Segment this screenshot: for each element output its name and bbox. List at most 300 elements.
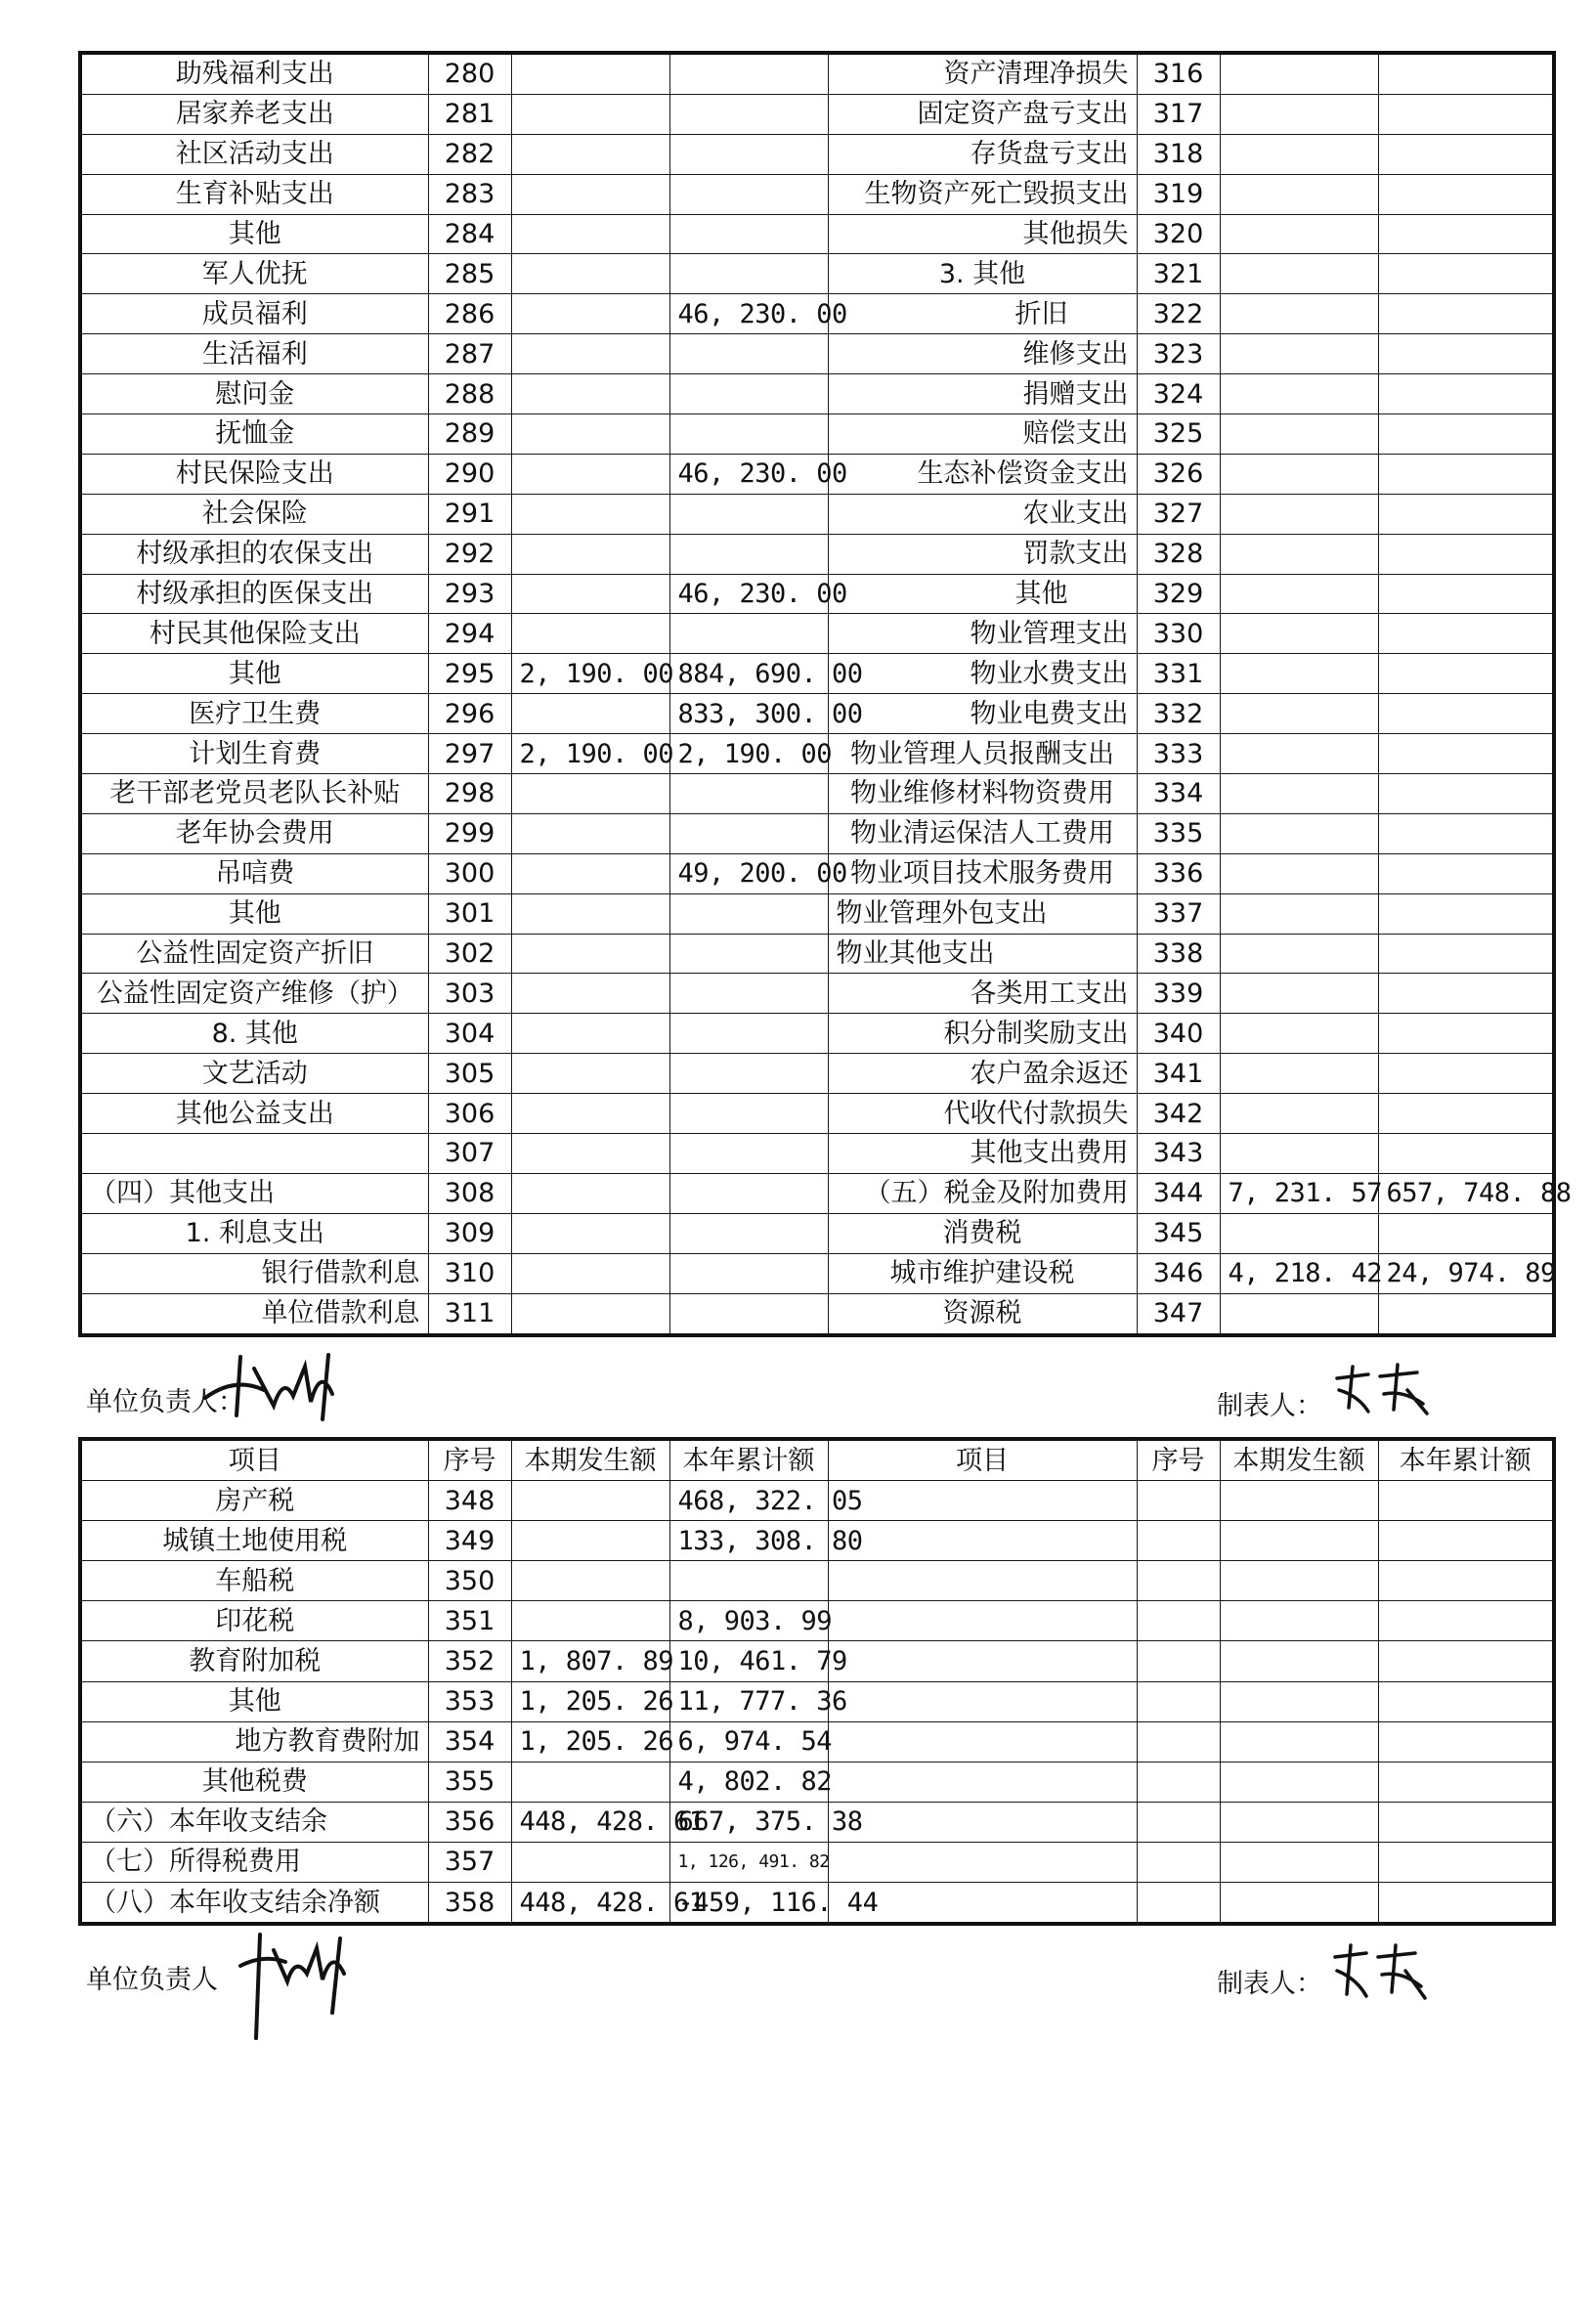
current-amount [511, 334, 669, 374]
item-label-2 [828, 1721, 1137, 1762]
header-current: 本期发生额 [511, 1439, 669, 1481]
ytd-amount-2 [1378, 454, 1554, 494]
table-row [80, 774, 1554, 814]
item-label-2 [828, 1561, 1137, 1601]
item-label-2: 生物资产死亡毁损支出 [828, 174, 1137, 214]
item-label-2: 物业水费支出 [828, 654, 1137, 694]
item-label: 老干部老党员老队长补贴 [80, 774, 428, 814]
table-row [80, 574, 1554, 614]
ytd-amount: 46, 230. 00 [669, 454, 828, 494]
item-label: 文艺活动 [80, 1054, 428, 1094]
ytd-amount [669, 214, 828, 254]
seq-number: 354 [428, 1721, 511, 1762]
ytd-amount-2 [1378, 1094, 1554, 1134]
seq-number: 304 [428, 1014, 511, 1054]
current-amount-2 [1220, 174, 1378, 214]
current-amount [511, 1054, 669, 1094]
current-amount [511, 254, 669, 294]
current-amount [511, 1094, 669, 1134]
item-label-2: 各类用工支出 [828, 974, 1137, 1014]
item-label: 单位借款利息 [80, 1293, 428, 1334]
table-row [80, 53, 1554, 94]
current-amount-2 [1220, 574, 1378, 614]
ytd-amount: 833, 300. 00 [669, 694, 828, 734]
item-label: 计划生育费 [80, 734, 428, 774]
table-row [80, 374, 1554, 414]
current-amount [511, 214, 669, 254]
ytd-amount [669, 1561, 828, 1601]
seq-number: 303 [428, 974, 511, 1014]
current-amount-2 [1220, 53, 1378, 94]
item-label-2: 生态补偿资金支出 [828, 454, 1137, 494]
current-amount [511, 893, 669, 934]
ytd-amount-2 [1378, 853, 1554, 893]
ytd-amount: 468, 322. 05 [669, 1481, 828, 1521]
seq-number-2: 321 [1137, 254, 1220, 294]
current-amount-2 [1220, 374, 1378, 414]
seq-number-2: 336 [1137, 853, 1220, 893]
current-amount-2 [1220, 774, 1378, 814]
table-row [80, 534, 1554, 574]
item-label: 教育附加税 [80, 1641, 428, 1681]
current-amount-2 [1220, 94, 1378, 134]
table-row [80, 494, 1554, 534]
table-row [80, 214, 1554, 254]
seq-number-2: 347 [1137, 1293, 1220, 1334]
current-amount [511, 574, 669, 614]
table-row [80, 1842, 1554, 1882]
current-amount [511, 1014, 669, 1054]
item-label-2 [828, 1802, 1137, 1842]
item-label-2: 资源税 [828, 1293, 1137, 1334]
seq-number-2: 326 [1137, 454, 1220, 494]
item-label: 房产税 [80, 1481, 428, 1521]
current-amount-2 [1220, 1601, 1378, 1641]
seq-number-2 [1137, 1561, 1220, 1601]
tax-table-bottom [78, 1437, 1556, 1926]
ytd-amount-2 [1378, 214, 1554, 254]
item-label: 社会保险 [80, 494, 428, 534]
current-amount-2 [1220, 1561, 1378, 1601]
seq-number: 282 [428, 134, 511, 174]
seq-number-2: 317 [1137, 94, 1220, 134]
item-label: 抚恤金 [80, 414, 428, 455]
unit-head-label-2: 单位负责人 [86, 1965, 218, 1995]
item-label: 助残福利支出 [80, 53, 428, 94]
item-label-2: 积分制奖励支出 [828, 1014, 1137, 1054]
current-amount-2 [1220, 1213, 1378, 1253]
item-label: 车船税 [80, 1561, 428, 1601]
seq-number: 305 [428, 1054, 511, 1094]
item-label-2: 物业管理支出 [828, 614, 1137, 654]
table-row [80, 1601, 1554, 1641]
preparer-signature [1329, 1361, 1437, 1419]
ytd-amount: 10, 461. 79 [669, 1641, 828, 1681]
expense-table-top [78, 51, 1572, 1337]
seq-number: 358 [428, 1883, 511, 1925]
ytd-amount: 46, 230. 00 [669, 574, 828, 614]
ytd-amount-2 [1378, 1054, 1554, 1094]
item-label-2: 固定资产盘亏支出 [828, 94, 1137, 134]
current-amount [511, 1213, 669, 1253]
current-amount [511, 614, 669, 654]
seq-number-2: 340 [1137, 1014, 1220, 1054]
current-amount [511, 813, 669, 853]
item-label: 公益性固定资产折旧 [80, 934, 428, 974]
seq-number-2: 341 [1137, 1054, 1220, 1094]
current-amount [511, 414, 669, 455]
item-label: （七）所得税费用 [80, 1842, 428, 1882]
ytd-amount [669, 1253, 828, 1293]
current-amount-2 [1220, 334, 1378, 374]
ytd-amount-2 [1378, 494, 1554, 534]
ytd-amount-2 [1378, 94, 1554, 134]
ytd-amount-2 [1378, 1134, 1554, 1174]
item-label-2: 物业其他支出 [828, 934, 1137, 974]
current-amount-2 [1220, 853, 1378, 893]
ytd-amount [669, 974, 828, 1014]
table-row [80, 1641, 1554, 1681]
seq-number-2: 335 [1137, 813, 1220, 853]
current-amount [511, 1481, 669, 1521]
current-amount [511, 1561, 669, 1601]
seq-number: 299 [428, 813, 511, 853]
item-label-2: 代收代付款损失 [828, 1094, 1137, 1134]
ytd-amount [669, 934, 828, 974]
ytd-amount-2 [1378, 1521, 1554, 1561]
seq-number-2 [1137, 1601, 1220, 1641]
item-label: 其他 [80, 214, 428, 254]
seq-number-2: 346 [1137, 1253, 1220, 1293]
header-seq-2: 序号 [1137, 1439, 1220, 1481]
table-row [80, 1521, 1554, 1561]
seq-number-2: 334 [1137, 774, 1220, 814]
seq-number: 287 [428, 334, 511, 374]
header-ytd: 本年累计额 [669, 1439, 828, 1481]
ytd-amount [669, 1293, 828, 1334]
header-item: 项目 [80, 1439, 428, 1481]
item-label-2: 捐赠支出 [828, 374, 1137, 414]
current-amount-2 [1220, 654, 1378, 694]
seq-number-2: 343 [1137, 1134, 1220, 1174]
preparer-label-2: 制表人： [1217, 1969, 1322, 1999]
current-amount [511, 774, 669, 814]
current-amount-2 [1220, 734, 1378, 774]
seq-number: 291 [428, 494, 511, 534]
header-seq: 序号 [428, 1439, 511, 1481]
table-row [80, 1762, 1554, 1802]
seq-number: 294 [428, 614, 511, 654]
current-amount: 1, 807. 89 [511, 1641, 669, 1681]
item-label-2: 3. 其他 [828, 254, 1137, 294]
unit-head-signature [195, 1347, 371, 1425]
item-label-2 [828, 1681, 1137, 1721]
current-amount [511, 1762, 669, 1802]
ytd-amount [669, 1134, 828, 1174]
current-amount-2 [1220, 614, 1378, 654]
current-amount-2 [1220, 1802, 1378, 1842]
current-amount-2 [1220, 934, 1378, 974]
item-label-2: 其他 [828, 574, 1137, 614]
seq-number: 357 [428, 1842, 511, 1882]
ytd-amount [669, 1094, 828, 1134]
current-amount [511, 1601, 669, 1641]
table-row [80, 94, 1554, 134]
current-amount [511, 1253, 669, 1293]
item-label-2 [828, 1601, 1137, 1641]
current-amount [511, 934, 669, 974]
seq-number-2: 318 [1137, 134, 1220, 174]
seq-number: 300 [428, 853, 511, 893]
ytd-amount-2 [1378, 1641, 1554, 1681]
item-label-2: 物业维修材料物资费用 [828, 774, 1137, 814]
item-label-2: 农户盈余返还 [828, 1054, 1137, 1094]
ytd-amount-2 [1378, 893, 1554, 934]
ytd-amount-2 [1378, 1842, 1554, 1882]
table-row [80, 1014, 1554, 1054]
current-amount [511, 294, 669, 334]
table-row [80, 1721, 1554, 1762]
ytd-amount-2 [1378, 654, 1554, 694]
ytd-amount [669, 813, 828, 853]
table-row [80, 1094, 1554, 1134]
ytd-amount-2 [1378, 1014, 1554, 1054]
seq-number: 296 [428, 694, 511, 734]
current-amount-2 [1220, 974, 1378, 1014]
table-row [80, 1134, 1554, 1174]
preparer-signature-2 [1327, 1939, 1435, 2008]
seq-number: 350 [428, 1561, 511, 1601]
current-amount: 2, 190. 00 [511, 654, 669, 694]
seq-number-2: 316 [1137, 53, 1220, 94]
seq-number-2 [1137, 1721, 1220, 1762]
item-label: （八）本年收支结余净额 [80, 1883, 428, 1925]
ytd-amount: 2, 190. 00 [669, 734, 828, 774]
ytd-amount-2 [1378, 694, 1554, 734]
ytd-amount-2 [1378, 1883, 1554, 1925]
seq-number-2: 322 [1137, 294, 1220, 334]
ytd-amount [669, 1054, 828, 1094]
current-amount-2 [1220, 134, 1378, 174]
item-label: 村民保险支出 [80, 454, 428, 494]
seq-number: 292 [428, 534, 511, 574]
seq-number: 280 [428, 53, 511, 94]
ytd-amount-2 [1378, 934, 1554, 974]
ytd-amount: -459, 116. 44 [669, 1883, 828, 1925]
item-label-2: 存货盘亏支出 [828, 134, 1137, 174]
ytd-amount: 884, 690. 00 [669, 654, 828, 694]
seq-number-2 [1137, 1681, 1220, 1721]
seq-number: 310 [428, 1253, 511, 1293]
ytd-amount-2 [1378, 1802, 1554, 1842]
current-amount-2: 7, 231. 57 [1220, 1173, 1378, 1213]
ytd-amount: 6, 974. 54 [669, 1721, 828, 1762]
seq-number: 295 [428, 654, 511, 694]
ytd-amount-2 [1378, 1213, 1554, 1253]
current-amount-2 [1220, 1094, 1378, 1134]
item-label: 其他 [80, 654, 428, 694]
item-label-2: 城市维护建设税 [828, 1253, 1137, 1293]
ytd-amount-2 [1378, 774, 1554, 814]
seq-number: 311 [428, 1293, 511, 1334]
current-amount [511, 1173, 669, 1213]
ytd-amount-2 [1378, 1721, 1554, 1762]
table-row [80, 174, 1554, 214]
item-label: 银行借款利息 [80, 1253, 428, 1293]
ytd-amount-2 [1378, 1601, 1554, 1641]
current-amount-2 [1220, 214, 1378, 254]
ytd-amount [669, 94, 828, 134]
seq-number: 302 [428, 934, 511, 974]
current-amount-2 [1220, 294, 1378, 334]
ytd-amount [669, 254, 828, 294]
unit-head-label: 单位负责人： [86, 1387, 244, 1417]
seq-number: 290 [428, 454, 511, 494]
ytd-amount-2 [1378, 534, 1554, 574]
table-header-row [80, 1439, 1554, 1481]
ytd-amount-2 [1378, 1681, 1554, 1721]
table-row [80, 254, 1554, 294]
item-label: 8. 其他 [80, 1014, 428, 1054]
item-label-2: 物业管理外包支出 [828, 893, 1137, 934]
item-label: 印花税 [80, 1601, 428, 1641]
ytd-amount-2 [1378, 1762, 1554, 1802]
item-label-2 [828, 1641, 1137, 1681]
item-label: 城镇土地使用税 [80, 1521, 428, 1561]
item-label: 慰问金 [80, 374, 428, 414]
current-amount [511, 1521, 669, 1561]
ytd-amount [669, 1213, 828, 1253]
item-label: 村民其他保险支出 [80, 614, 428, 654]
ytd-amount [669, 414, 828, 455]
current-amount-2 [1220, 454, 1378, 494]
ytd-amount [669, 53, 828, 94]
seq-number-2: 323 [1137, 334, 1220, 374]
seq-number: 349 [428, 1521, 511, 1561]
table-row [80, 694, 1554, 734]
seq-number: 301 [428, 893, 511, 934]
item-label: 吊唁费 [80, 853, 428, 893]
item-label: 医疗卫生费 [80, 694, 428, 734]
table-row [80, 734, 1554, 774]
preparer-label: 制表人： [1217, 1391, 1322, 1421]
current-amount-2 [1220, 1681, 1378, 1721]
item-label-2: （五）税金及附加费用 [828, 1173, 1137, 1213]
seq-number-2: 329 [1137, 574, 1220, 614]
seq-number: 285 [428, 254, 511, 294]
ytd-amount [669, 1014, 828, 1054]
seq-number-2: 320 [1137, 214, 1220, 254]
item-label: 成员福利 [80, 294, 428, 334]
seq-number: 293 [428, 574, 511, 614]
current-amount: 1, 205. 26 [511, 1681, 669, 1721]
seq-number-2: 332 [1137, 694, 1220, 734]
ytd-amount: 46, 230. 00 [669, 294, 828, 334]
item-label: 地方教育费附加 [80, 1721, 428, 1762]
current-amount [511, 974, 669, 1014]
current-amount-2 [1220, 1762, 1378, 1802]
item-label-2: 物业电费支出 [828, 694, 1137, 734]
current-amount-2 [1220, 534, 1378, 574]
ytd-amount: 11, 777. 36 [669, 1681, 828, 1721]
seq-number: 348 [428, 1481, 511, 1521]
table-row [80, 1481, 1554, 1521]
item-label: 公益性固定资产维修（护） [80, 974, 428, 1014]
seq-number: 283 [428, 174, 511, 214]
ytd-amount-2 [1378, 1481, 1554, 1521]
current-amount [511, 174, 669, 214]
item-label-2: 罚款支出 [828, 534, 1137, 574]
table-row [80, 654, 1554, 694]
current-amount-2 [1220, 414, 1378, 455]
seq-number-2: 337 [1137, 893, 1220, 934]
header-item-2: 项目 [828, 1439, 1137, 1481]
ytd-amount: 133, 308. 80 [669, 1521, 828, 1561]
seq-number-2: 333 [1137, 734, 1220, 774]
current-amount: 448, 428. 61 [511, 1802, 669, 1842]
seq-number-2 [1137, 1802, 1220, 1842]
header-ytd-2: 本年累计额 [1378, 1439, 1554, 1481]
item-label-2: 资产清理净损失 [828, 53, 1137, 94]
current-amount-2 [1220, 494, 1378, 534]
current-amount [511, 694, 669, 734]
seq-number-2: 344 [1137, 1173, 1220, 1213]
current-amount-2 [1220, 1481, 1378, 1521]
ytd-amount: 49, 200. 00 [669, 853, 828, 893]
item-label-2: 其他支出费用 [828, 1134, 1137, 1174]
ytd-amount [669, 614, 828, 654]
ytd-amount-2 [1378, 134, 1554, 174]
item-label: 其他公益支出 [80, 1094, 428, 1134]
item-label: （四）其他支出 [80, 1173, 428, 1213]
table-row [80, 1802, 1554, 1842]
ytd-amount-2 [1378, 614, 1554, 654]
item-label: 其他 [80, 893, 428, 934]
seq-number: 284 [428, 214, 511, 254]
current-amount [511, 53, 669, 94]
current-amount: 1, 205. 26 [511, 1721, 669, 1762]
table-row [80, 454, 1554, 494]
seq-number-2 [1137, 1641, 1220, 1681]
item-label: 军人优抚 [80, 254, 428, 294]
seq-number-2: 331 [1137, 654, 1220, 694]
current-amount [511, 534, 669, 574]
seq-number-2 [1137, 1481, 1220, 1521]
item-label: 社区活动支出 [80, 134, 428, 174]
item-label: 居家养老支出 [80, 94, 428, 134]
item-label-2 [828, 1481, 1137, 1521]
ytd-amount-2 [1378, 734, 1554, 774]
ytd-amount-2 [1378, 53, 1554, 94]
seq-number-2: 319 [1137, 174, 1220, 214]
ytd-amount-2 [1378, 1293, 1554, 1334]
ytd-amount [669, 174, 828, 214]
current-amount-2 [1220, 893, 1378, 934]
seq-number: 307 [428, 1134, 511, 1174]
table-row [80, 893, 1554, 934]
item-label-2 [828, 1762, 1137, 1802]
item-label-2 [828, 1842, 1137, 1882]
table-row [80, 1054, 1554, 1094]
ytd-amount-2 [1378, 813, 1554, 853]
ytd-amount [669, 534, 828, 574]
current-amount-2 [1220, 813, 1378, 853]
current-amount-2 [1220, 254, 1378, 294]
ytd-amount-2 [1378, 974, 1554, 1014]
ytd-amount-2 [1378, 374, 1554, 414]
seq-number: 289 [428, 414, 511, 455]
seq-number: 306 [428, 1094, 511, 1134]
